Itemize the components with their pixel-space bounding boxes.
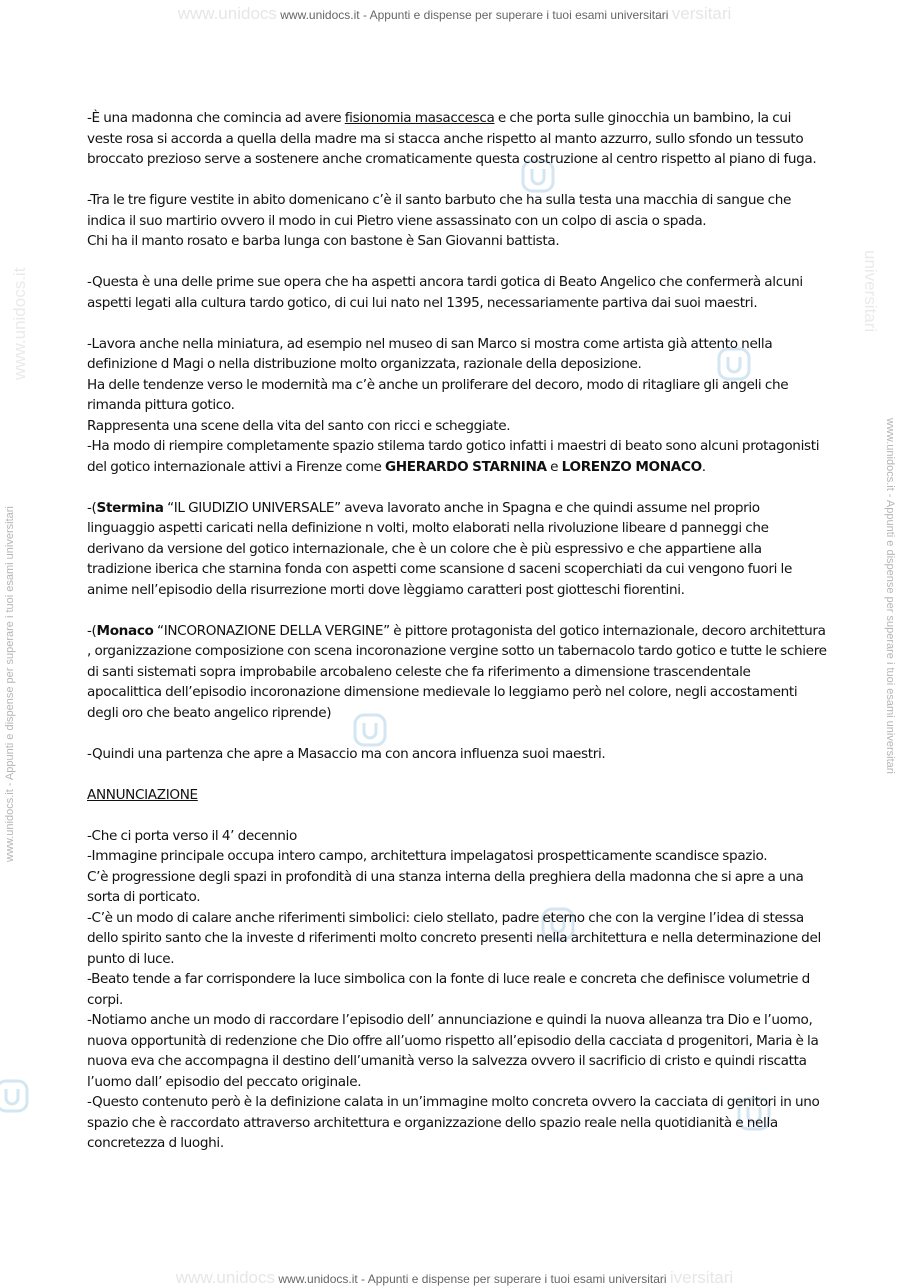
side-watermark-right: www.unidocs.it - Appunti e dispense per superare i tuoi esami universitari <box>884 418 896 774</box>
paragraph-progressione-spazi: C’è progressione degli spazi in profondità di una stanza interna della preghiera della madonna che si apre a una sorta di porticato. <box>87 868 804 905</box>
side-ghost-watermark-right: universitari <box>861 250 880 333</box>
bold-label-stermina: Stermina <box>96 499 164 516</box>
paragraph-starnina: -(Stermina “IL GIUDIZIO UNIVERSALE” aveva lavorato anche in Spagna e che quindi assume nel proprio linguaggio aspetti caricati nella definizione n volti, molto elaborati nella rivoluzione libeare d panneggi che derivano da versione del gotico internazionale, che è un colore che è più espressivo e che appartiene alla tradizione iberica che starnina fonda con aspetti come scansione d saceni scoperchiati da cui vengono fuori le anime nell’episodio della risurrezione morti dove lèggiamo caratteri post giotteschi fiorentini. <box>87 499 792 598</box>
header-watermark-right: versitari <box>671 4 732 23</box>
header-banner <box>0 4 909 24</box>
paragraph-raccordo-annunciazione: -Notiamo anche un modo di raccordare l’episodio dell’ annunciazione e quindi la nuova alleanza tra Dio e l’uomo, nuova opportunità di redenzione che Dio offre all’uomo rispetto all’episodio della cacciata d progenitori, Maria è la nuova eva che accompagna il destino dell’umanità verso la salvezza ovvero il sacrificio di cristo e quindi riscatta l’uomo dall’ episodio del peccato originale. <box>87 1012 819 1090</box>
side-ghost-watermark-left: www.unidocs.it <box>10 267 29 380</box>
footer-banner <box>0 1268 909 1288</box>
paragraph-riferimenti-simbolici: -C’è un modo di calare anche riferimenti simbolici: cielo stellato, padre eterno che con la vergine l’idea di stessa dello spirito santo che la investe d riferimenti molto concreto presenti nella architettura e nella determinazione del punto di luce. <box>87 909 821 967</box>
footer-banner-text: www.unidocs.it - Appunti e dispense per superare i tuoi esami universitari <box>278 1272 667 1286</box>
document-body <box>87 108 827 1154</box>
paragraph-prime-opere: -Questa è una delle prime sue opera che ha aspetti ancora tardi gotica di Beato Angelico che confermerà alcuni aspetti legati alla cultura tardo gotico, di cui lui nato nel 1395, necessariamente partiva dai suoi maestri. <box>87 274 803 311</box>
paragraph-maestri: -Ha modo di riempire completamente spazio stilema tardo gotico infatti i maestri di beato sono alcuni protagonisti del gotico internazionale attivi a Firenze come GHERARDO STARNINA e LORENZO MONACO. <box>87 438 820 475</box>
side-watermark-left: www.unidocs.it - Appunti e dispense per superare i tuoi esami universitari <box>4 506 16 862</box>
section-heading-annunciazione: ANNUNCIAZIONE <box>87 786 198 803</box>
header-banner-text: www.unidocs.it - Appunti e dispense per superare i tuoi esami universitari <box>280 8 669 22</box>
paragraph-modernita: Ha delle tendenze verso le modernità ma c’è anche un proliferare del decoro, modo di ritagliare gli angeli che rimanda pittura gotico. <box>87 376 789 413</box>
paragraph-decennio: -Che ci porta verso il 4’ decennio <box>87 827 297 844</box>
paragraph-luce-simbolica: -Beato tende a far corrispondere la luce simbolica con la fonte di luce reale e concreta che definisce volumetrie d corpi. <box>87 971 810 1008</box>
underlined-term: fisionomia masaccesca <box>344 110 495 126</box>
bold-name-monaco: LORENZO MONACO <box>561 458 702 475</box>
paragraph-immagine-principale: -Immagine principale occupa intero campo, architettura impelagatosi prospetticamente scandisce spazio. <box>87 848 768 864</box>
footer-watermark-left: www.unidocs <box>175 1268 276 1287</box>
paragraph-scene-santo: Rappresenta una scene della vita del santo con ricci e scheggiate. <box>87 417 511 434</box>
watermark-logo-icon <box>0 1078 30 1114</box>
paragraph-contenuto-concreto: -Questo contenuto però è la definizione calata in un’immagine molto concreta ovvero la cacciata di genitori in uno spazio che è raccordato attraverso architettura e organizzazione dello spazio reale nella quotidianità e nella concretezza d luoghi. <box>87 1094 820 1151</box>
paragraph-masaccio: -Quindi una partenza che apre a Masaccio ma con ancora influenza suoi maestri. <box>87 745 606 762</box>
bold-label-monaco: Monaco <box>96 622 154 639</box>
paragraph-miniatura: -Lavora anche nella miniatura, ad esempio nel museo di san Marco si mostra come artista già attento nella definizione d Magi o nella distribuzione molto organizzata, razionale della deposizione. <box>87 335 773 372</box>
paragraph-monaco: -(Monaco “INCORONAZIONE DELLA VERGINE” è pittore protagonista del gotico internazionale, decoro architettura , organizzazione composizione con scena incoronazione vergine sotto un tabernacolo tardo gotico e tutte le schiere di santi sistemati sopra improbabile arcobaleno celeste che fa riferimento a dimensione trascendentale apocalittica dell’episodio incoronazione dimensione medievale lo leggiamo però nel colore, negli accostamenti degli oro che beato angelico riprende) <box>87 622 827 721</box>
paragraph-madonna: -È una madonna che comincia ad avere fisionomia masaccesca e che porta sulle ginocchia un bambino, la cui veste rosa si accorda a quella della madre ma si stacca anche rispetto al manto azzurro, sullo sfondo un tessuto broccato prezioso serve a sostenere anche cromaticamente questa costruzione al centro rispetto al piano di fuga. <box>87 110 817 167</box>
bold-name-starnina: GHERARDO STARNINA <box>384 458 547 475</box>
header-watermark-left: www.unidocs <box>177 4 277 23</box>
footer-watermark-right: iversitari <box>669 1268 734 1287</box>
paragraph-figure-domenicane: -Tra le tre figure vestite in abito domenicano c’è il santo barbuto che ha sulla testa una macchia di sangue che indica il suo martirio ovvero il modo in cui Pietro viene assassinato con un colpo di ascia o spada. <box>87 192 791 229</box>
paragraph-san-giovanni: Chi ha il manto rosato e barba lunga con bastone è San Giovanni battista. <box>87 233 560 249</box>
